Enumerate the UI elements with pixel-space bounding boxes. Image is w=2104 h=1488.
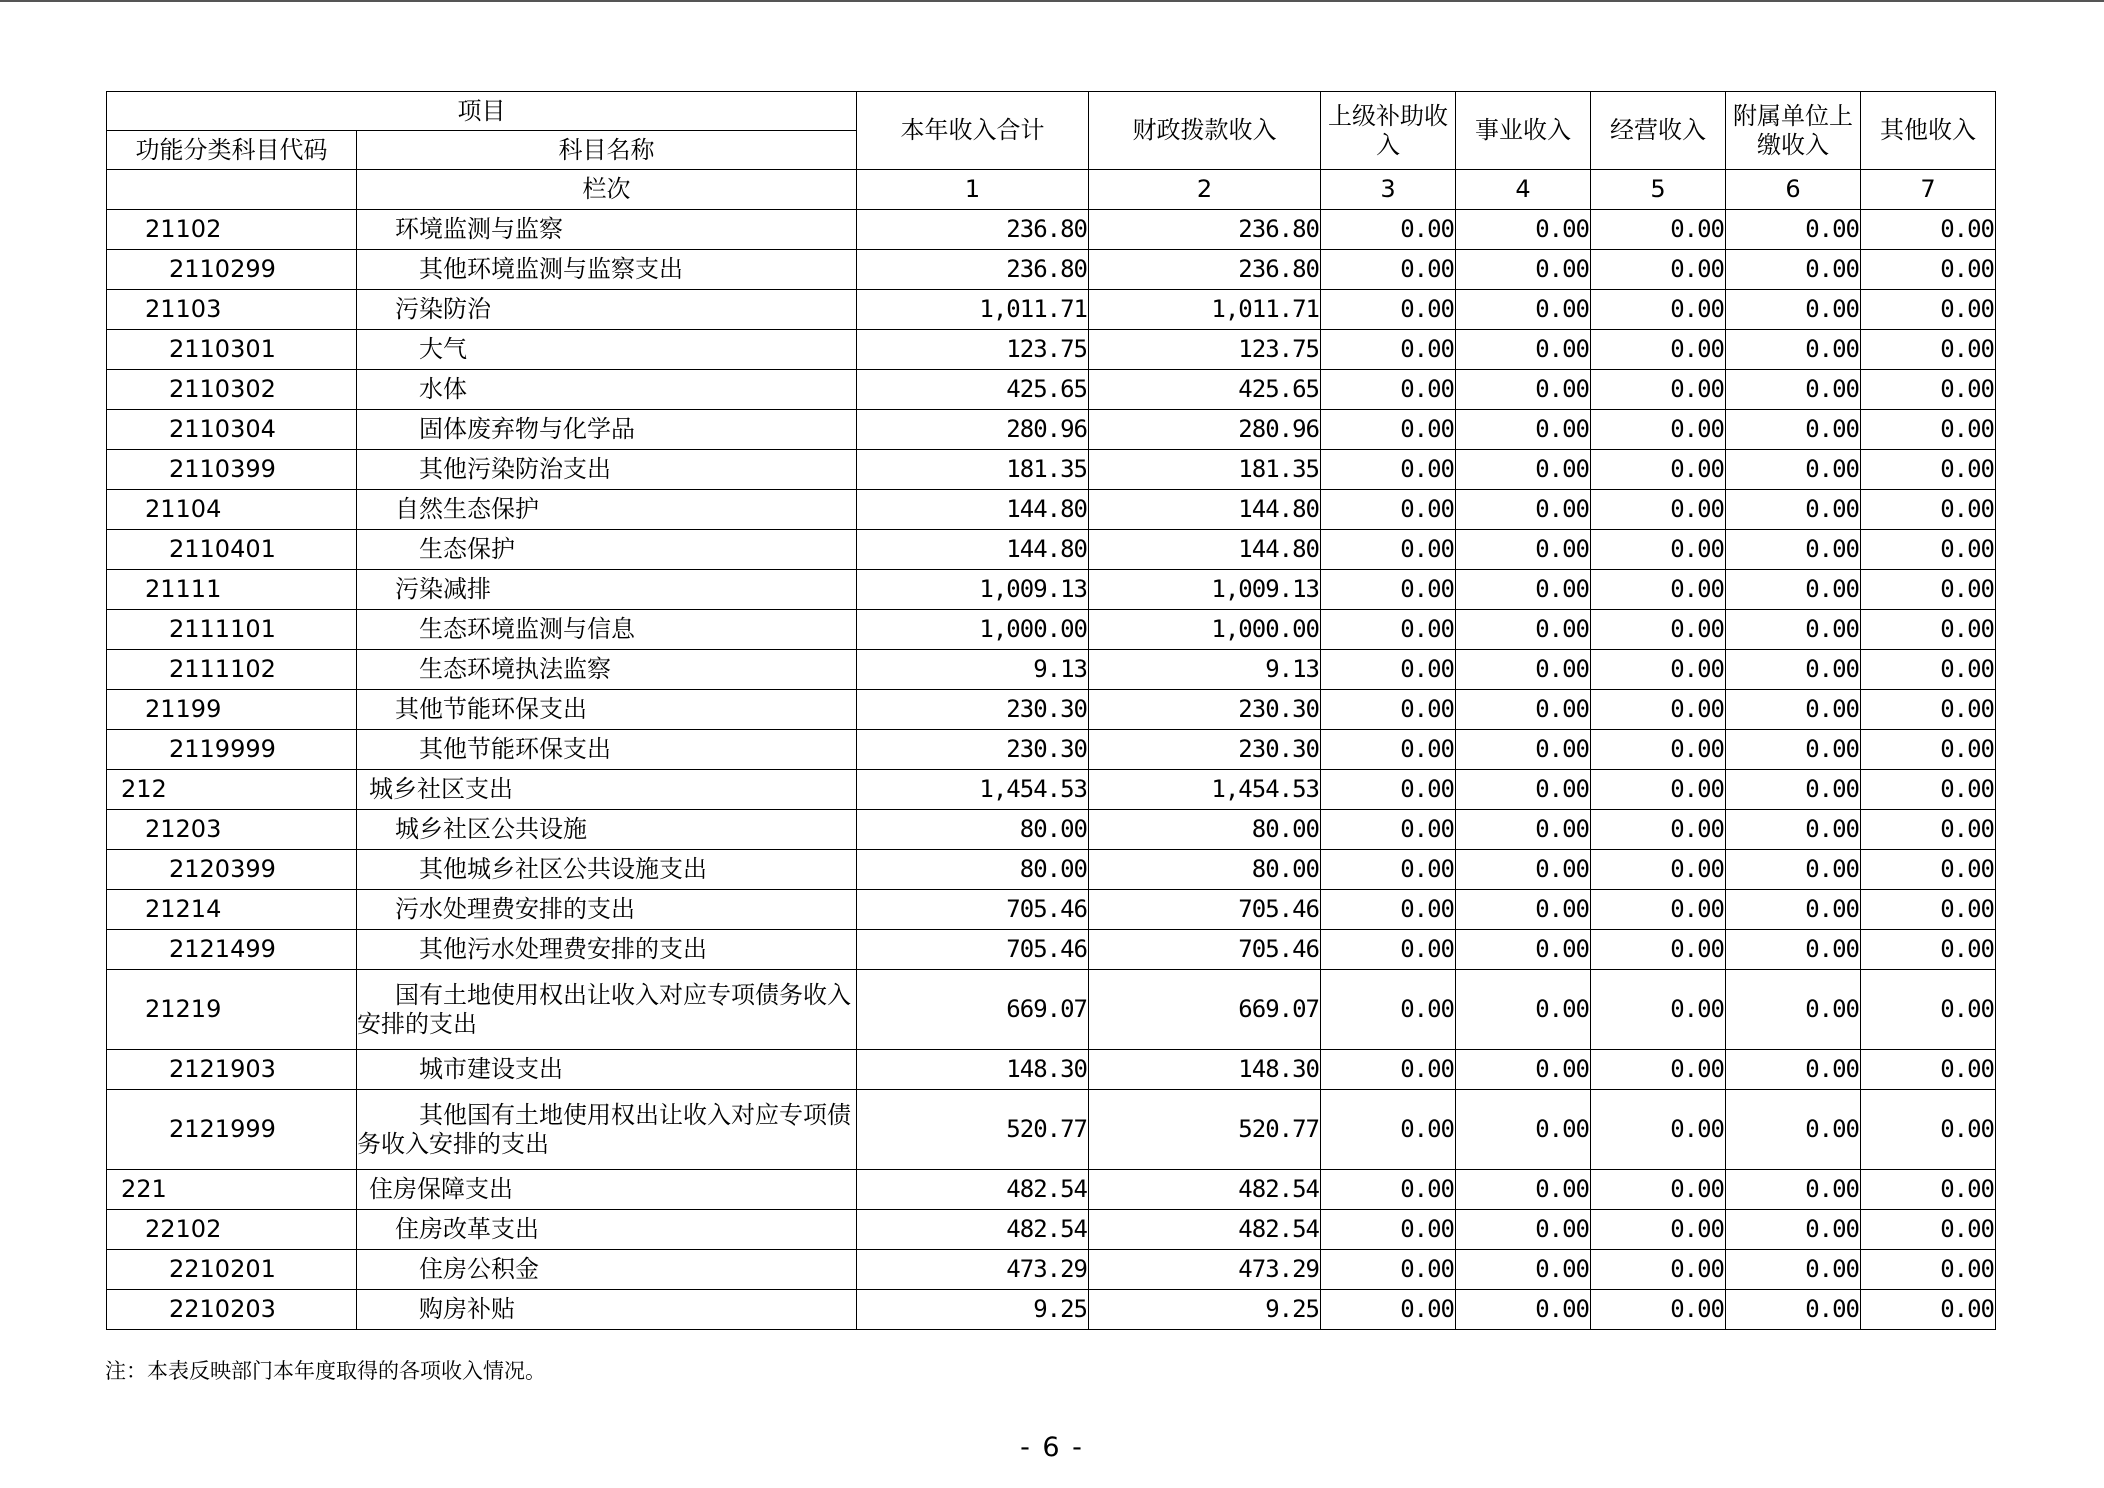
row-value-col-1: 425.65 <box>857 370 1089 410</box>
row-value-col-3: 0.00 <box>1321 1290 1456 1330</box>
row-name: 其他节能环保支出 <box>357 730 857 770</box>
row-value-col-6: 0.00 <box>1726 330 1861 370</box>
row-value-col-2: 148.30 <box>1089 1050 1321 1090</box>
row-value-col-4: 0.00 <box>1456 730 1591 770</box>
header-col-index-label: 栏次 <box>357 170 857 210</box>
table-row <box>107 210 1996 250</box>
row-value-col-4: 0.00 <box>1456 410 1591 450</box>
row-value-col-1: 144.80 <box>857 530 1089 570</box>
table-row <box>107 1170 1996 1210</box>
row-value-col-5: 0.00 <box>1591 610 1726 650</box>
row-code: 21102 <box>107 210 357 250</box>
row-value-col-5: 0.00 <box>1591 1050 1726 1090</box>
row-value-col-5: 0.00 <box>1591 570 1726 610</box>
row-value-col-2: 123.75 <box>1089 330 1321 370</box>
row-value-col-7: 0.00 <box>1861 690 1996 730</box>
page-number: - 6 - <box>1020 1432 1084 1463</box>
row-name: 城乡社区支出 <box>357 770 857 810</box>
row-code: 22102 <box>107 1210 357 1250</box>
row-value-col-6: 0.00 <box>1726 890 1861 930</box>
row-value-col-3: 0.00 <box>1321 410 1456 450</box>
table-row <box>107 850 1996 890</box>
header-name: 科目名称 <box>357 131 857 170</box>
row-value-col-5: 0.00 <box>1591 930 1726 970</box>
row-name: 住房保障支出 <box>357 1170 857 1210</box>
row-value-col-3: 0.00 <box>1321 1250 1456 1290</box>
row-value-col-2: 669.07 <box>1089 970 1321 1050</box>
row-value-col-7: 0.00 <box>1861 290 1996 330</box>
row-value-col-3: 0.00 <box>1321 970 1456 1050</box>
row-name: 环境监测与监察 <box>357 210 857 250</box>
row-value-col-7: 0.00 <box>1861 450 1996 490</box>
row-value-col-1: 482.54 <box>857 1210 1089 1250</box>
col-number-1: 1 <box>857 170 1089 210</box>
row-value-col-1: 1,000.00 <box>857 610 1089 650</box>
table-row <box>107 1290 1996 1330</box>
row-name: 住房公积金 <box>357 1250 857 1290</box>
row-value-col-3: 0.00 <box>1321 730 1456 770</box>
row-value-col-2: 482.54 <box>1089 1210 1321 1250</box>
row-value-col-7: 0.00 <box>1861 730 1996 770</box>
row-value-col-4: 0.00 <box>1456 290 1591 330</box>
row-value-col-1: 1,011.71 <box>857 290 1089 330</box>
row-value-col-7: 0.00 <box>1861 210 1996 250</box>
row-value-col-5: 0.00 <box>1591 690 1726 730</box>
row-value-col-4: 0.00 <box>1456 1090 1591 1170</box>
col-number-2: 2 <box>1089 170 1321 210</box>
table-row <box>107 450 1996 490</box>
row-value-col-2: 181.35 <box>1089 450 1321 490</box>
row-value-col-4: 0.00 <box>1456 210 1591 250</box>
row-value-col-7: 0.00 <box>1861 850 1996 890</box>
row-value-col-6: 0.00 <box>1726 810 1861 850</box>
row-value-col-3: 0.00 <box>1321 370 1456 410</box>
row-value-col-3: 0.00 <box>1321 1050 1456 1090</box>
row-value-col-2: 80.00 <box>1089 810 1321 850</box>
row-value-col-6: 0.00 <box>1726 850 1861 890</box>
row-name: 污水处理费安排的支出 <box>357 890 857 930</box>
row-code: 2121999 <box>107 1090 357 1170</box>
col-number-4: 4 <box>1456 170 1591 210</box>
row-value-col-5: 0.00 <box>1591 450 1726 490</box>
row-name: 自然生态保护 <box>357 490 857 530</box>
header-row-3 <box>107 170 1996 210</box>
row-value-col-5: 0.00 <box>1591 1170 1726 1210</box>
row-value-col-5: 0.00 <box>1591 210 1726 250</box>
row-value-col-3: 0.00 <box>1321 650 1456 690</box>
row-code: 2111101 <box>107 610 357 650</box>
row-value-col-2: 425.65 <box>1089 370 1321 410</box>
row-code: 221 <box>107 1170 357 1210</box>
row-value-col-2: 230.30 <box>1089 730 1321 770</box>
row-code: 21111 <box>107 570 357 610</box>
row-value-col-4: 0.00 <box>1456 930 1591 970</box>
row-value-col-4: 0.00 <box>1456 1050 1591 1090</box>
row-value-col-6: 0.00 <box>1726 210 1861 250</box>
row-code: 2210203 <box>107 1290 357 1330</box>
table-row <box>107 530 1996 570</box>
table-row <box>107 1050 1996 1090</box>
row-name: 其他城乡社区公共设施支出 <box>357 850 857 890</box>
row-value-col-5: 0.00 <box>1591 1250 1726 1290</box>
row-value-col-2: 144.80 <box>1089 530 1321 570</box>
row-value-col-2: 9.13 <box>1089 650 1321 690</box>
row-code: 2110299 <box>107 250 357 290</box>
row-value-col-7: 0.00 <box>1861 970 1996 1050</box>
row-value-col-1: 1,454.53 <box>857 770 1089 810</box>
row-value-col-4: 0.00 <box>1456 450 1591 490</box>
col-number-5: 5 <box>1591 170 1726 210</box>
row-value-col-1: 520.77 <box>857 1090 1089 1170</box>
row-name: 国有土地使用权出让收入对应专项债务收入安排的支出 <box>357 970 857 1050</box>
header-item: 项目 <box>107 92 857 131</box>
row-value-col-7: 0.00 <box>1861 570 1996 610</box>
row-value-col-5: 0.00 <box>1591 810 1726 850</box>
row-value-col-5: 0.00 <box>1591 1210 1726 1250</box>
row-name: 城市建设支出 <box>357 1050 857 1090</box>
row-code: 2110302 <box>107 370 357 410</box>
row-value-col-1: 144.80 <box>857 490 1089 530</box>
row-value-col-2: 473.29 <box>1089 1250 1321 1290</box>
row-value-col-7: 0.00 <box>1861 370 1996 410</box>
row-value-col-3: 0.00 <box>1321 530 1456 570</box>
row-value-col-4: 0.00 <box>1456 1250 1591 1290</box>
row-value-col-3: 0.00 <box>1321 290 1456 330</box>
row-value-col-5: 0.00 <box>1591 490 1726 530</box>
row-value-col-1: 280.96 <box>857 410 1089 450</box>
row-value-col-2: 1,000.00 <box>1089 610 1321 650</box>
row-value-col-2: 1,011.71 <box>1089 290 1321 330</box>
row-value-col-3: 0.00 <box>1321 850 1456 890</box>
row-name: 生态保护 <box>357 530 857 570</box>
row-value-col-1: 705.46 <box>857 930 1089 970</box>
row-value-col-4: 0.00 <box>1456 850 1591 890</box>
row-value-col-5: 0.00 <box>1591 1090 1726 1170</box>
table-row <box>107 330 1996 370</box>
row-value-col-7: 0.00 <box>1861 1290 1996 1330</box>
row-value-col-7: 0.00 <box>1861 250 1996 290</box>
row-value-col-5: 0.00 <box>1591 970 1726 1050</box>
row-code: 212 <box>107 770 357 810</box>
row-value-col-3: 0.00 <box>1321 1090 1456 1170</box>
row-value-col-6: 0.00 <box>1726 970 1861 1050</box>
row-value-col-6: 0.00 <box>1726 770 1861 810</box>
row-value-col-4: 0.00 <box>1456 810 1591 850</box>
row-value-col-6: 0.00 <box>1726 1050 1861 1090</box>
table-row <box>107 810 1996 850</box>
row-value-col-6: 0.00 <box>1726 570 1861 610</box>
row-value-col-1: 80.00 <box>857 850 1089 890</box>
row-name: 其他污染防治支出 <box>357 450 857 490</box>
row-value-col-3: 0.00 <box>1321 610 1456 650</box>
table-row <box>107 770 1996 810</box>
row-code: 2119999 <box>107 730 357 770</box>
row-code: 21104 <box>107 490 357 530</box>
table-row <box>107 890 1996 930</box>
row-value-col-5: 0.00 <box>1591 330 1726 370</box>
row-value-col-7: 0.00 <box>1861 930 1996 970</box>
row-value-col-5: 0.00 <box>1591 250 1726 290</box>
row-name: 固体废弃物与化学品 <box>357 410 857 450</box>
row-value-col-1: 181.35 <box>857 450 1089 490</box>
row-value-col-1: 236.80 <box>857 250 1089 290</box>
row-value-col-1: 9.25 <box>857 1290 1089 1330</box>
row-value-col-6: 0.00 <box>1726 930 1861 970</box>
row-value-col-1: 230.30 <box>857 690 1089 730</box>
table-row <box>107 1250 1996 1290</box>
row-value-col-1: 123.75 <box>857 330 1089 370</box>
table-row <box>107 970 1996 1050</box>
row-value-col-3: 0.00 <box>1321 890 1456 930</box>
row-code: 21103 <box>107 290 357 330</box>
row-value-col-7: 0.00 <box>1861 530 1996 570</box>
row-name: 大气 <box>357 330 857 370</box>
row-value-col-6: 0.00 <box>1726 1170 1861 1210</box>
row-code: 21199 <box>107 690 357 730</box>
row-value-col-3: 0.00 <box>1321 330 1456 370</box>
row-code: 2111102 <box>107 650 357 690</box>
row-name: 生态环境执法监察 <box>357 650 857 690</box>
col-number-3: 3 <box>1321 170 1456 210</box>
row-value-col-1: 236.80 <box>857 210 1089 250</box>
table-row <box>107 410 1996 450</box>
row-value-col-7: 0.00 <box>1861 330 1996 370</box>
row-value-col-3: 0.00 <box>1321 1210 1456 1250</box>
row-value-col-6: 0.00 <box>1726 490 1861 530</box>
row-value-col-3: 0.00 <box>1321 490 1456 530</box>
row-code: 2121903 <box>107 1050 357 1090</box>
row-value-col-7: 0.00 <box>1861 410 1996 450</box>
row-value-col-7: 0.00 <box>1861 490 1996 530</box>
row-code: 2110304 <box>107 410 357 450</box>
row-code: 2120399 <box>107 850 357 890</box>
row-value-col-3: 0.00 <box>1321 1170 1456 1210</box>
row-value-col-1: 230.30 <box>857 730 1089 770</box>
row-value-col-3: 0.00 <box>1321 930 1456 970</box>
row-value-col-7: 0.00 <box>1861 770 1996 810</box>
income-table <box>106 91 1996 1330</box>
row-value-col-4: 0.00 <box>1456 490 1591 530</box>
row-value-col-7: 0.00 <box>1861 610 1996 650</box>
row-value-col-3: 0.00 <box>1321 570 1456 610</box>
header-col-1: 本年收入合计 <box>857 92 1089 170</box>
row-value-col-4: 0.00 <box>1456 970 1591 1050</box>
table-row <box>107 1210 1996 1250</box>
row-value-col-7: 0.00 <box>1861 1210 1996 1250</box>
row-value-col-4: 0.00 <box>1456 250 1591 290</box>
row-value-col-2: 482.54 <box>1089 1170 1321 1210</box>
row-value-col-6: 0.00 <box>1726 730 1861 770</box>
row-name: 其他污水处理费安排的支出 <box>357 930 857 970</box>
row-value-col-4: 0.00 <box>1456 690 1591 730</box>
row-value-col-6: 0.00 <box>1726 1250 1861 1290</box>
row-name: 其他节能环保支出 <box>357 690 857 730</box>
row-value-col-6: 0.00 <box>1726 610 1861 650</box>
row-value-col-2: 236.80 <box>1089 210 1321 250</box>
row-value-col-2: 520.77 <box>1089 1090 1321 1170</box>
row-value-col-2: 9.25 <box>1089 1290 1321 1330</box>
row-value-col-4: 0.00 <box>1456 530 1591 570</box>
row-value-col-6: 0.00 <box>1726 690 1861 730</box>
row-value-col-5: 0.00 <box>1591 410 1726 450</box>
row-name: 住房改革支出 <box>357 1210 857 1250</box>
header-col-6: 附属单位上缴收入 <box>1726 92 1861 170</box>
row-value-col-4: 0.00 <box>1456 890 1591 930</box>
row-value-col-1: 80.00 <box>857 810 1089 850</box>
row-value-col-3: 0.00 <box>1321 450 1456 490</box>
top-border-line <box>0 0 2104 2</box>
row-value-col-2: 230.30 <box>1089 690 1321 730</box>
row-value-col-1: 669.07 <box>857 970 1089 1050</box>
row-value-col-5: 0.00 <box>1591 290 1726 330</box>
row-value-col-2: 80.00 <box>1089 850 1321 890</box>
row-code: 21214 <box>107 890 357 930</box>
row-value-col-7: 0.00 <box>1861 810 1996 850</box>
table-note: 注：本表反映部门本年度取得的各项收入情况。 <box>105 1359 546 1383</box>
row-value-col-4: 0.00 <box>1456 650 1591 690</box>
row-value-col-2: 705.46 <box>1089 930 1321 970</box>
header-blank-cell <box>107 170 357 210</box>
row-value-col-1: 482.54 <box>857 1170 1089 1210</box>
table-row <box>107 370 1996 410</box>
row-value-col-4: 0.00 <box>1456 1170 1591 1210</box>
row-value-col-5: 0.00 <box>1591 730 1726 770</box>
table-row <box>107 290 1996 330</box>
row-value-col-3: 0.00 <box>1321 770 1456 810</box>
table-row <box>107 730 1996 770</box>
row-name: 城乡社区公共设施 <box>357 810 857 850</box>
header-col-2: 财政拨款收入 <box>1089 92 1321 170</box>
row-value-col-2: 236.80 <box>1089 250 1321 290</box>
row-value-col-6: 0.00 <box>1726 450 1861 490</box>
row-value-col-1: 705.46 <box>857 890 1089 930</box>
row-value-col-3: 0.00 <box>1321 810 1456 850</box>
table-row <box>107 490 1996 530</box>
row-name: 污染减排 <box>357 570 857 610</box>
row-value-col-1: 9.13 <box>857 650 1089 690</box>
row-code: 21203 <box>107 810 357 850</box>
row-value-col-3: 0.00 <box>1321 250 1456 290</box>
table-body <box>107 210 1996 1330</box>
row-value-col-7: 0.00 <box>1861 1250 1996 1290</box>
table-row <box>107 930 1996 970</box>
row-value-col-6: 0.00 <box>1726 410 1861 450</box>
header-row-1 <box>107 92 1996 131</box>
header-col-7: 其他收入 <box>1861 92 1996 170</box>
row-value-col-5: 0.00 <box>1591 850 1726 890</box>
table-row <box>107 690 1996 730</box>
row-code: 2121499 <box>107 930 357 970</box>
row-value-col-4: 0.00 <box>1456 1210 1591 1250</box>
row-code: 2210201 <box>107 1250 357 1290</box>
row-value-col-3: 0.00 <box>1321 690 1456 730</box>
row-value-col-5: 0.00 <box>1591 1290 1726 1330</box>
row-name: 其他环境监测与监察支出 <box>357 250 857 290</box>
row-value-col-5: 0.00 <box>1591 370 1726 410</box>
row-value-col-1: 148.30 <box>857 1050 1089 1090</box>
table-row <box>107 610 1996 650</box>
row-value-col-6: 0.00 <box>1726 1210 1861 1250</box>
row-value-col-4: 0.00 <box>1456 330 1591 370</box>
row-name: 生态环境监测与信息 <box>357 610 857 650</box>
header-col-5: 经营收入 <box>1591 92 1726 170</box>
row-value-col-4: 0.00 <box>1456 570 1591 610</box>
row-value-col-2: 1,009.13 <box>1089 570 1321 610</box>
row-value-col-6: 0.00 <box>1726 290 1861 330</box>
row-value-col-6: 0.00 <box>1726 370 1861 410</box>
table-row <box>107 650 1996 690</box>
col-number-7: 7 <box>1861 170 1996 210</box>
row-value-col-2: 1,454.53 <box>1089 770 1321 810</box>
row-value-col-2: 144.80 <box>1089 490 1321 530</box>
row-value-col-4: 0.00 <box>1456 1290 1591 1330</box>
row-code: 21219 <box>107 970 357 1050</box>
table-row <box>107 250 1996 290</box>
row-value-col-3: 0.00 <box>1321 210 1456 250</box>
row-code: 2110399 <box>107 450 357 490</box>
row-code: 2110301 <box>107 330 357 370</box>
row-value-col-4: 0.00 <box>1456 770 1591 810</box>
row-name: 污染防治 <box>357 290 857 330</box>
row-value-col-7: 0.00 <box>1861 1090 1996 1170</box>
row-value-col-2: 280.96 <box>1089 410 1321 450</box>
row-value-col-6: 0.00 <box>1726 530 1861 570</box>
row-value-col-5: 0.00 <box>1591 530 1726 570</box>
row-name: 购房补贴 <box>357 1290 857 1330</box>
row-value-col-7: 0.00 <box>1861 1050 1996 1090</box>
header-col-3: 上级补助收入 <box>1321 92 1456 170</box>
row-name: 水体 <box>357 370 857 410</box>
row-value-col-7: 0.00 <box>1861 1170 1996 1210</box>
table-row <box>107 1090 1996 1170</box>
row-value-col-4: 0.00 <box>1456 610 1591 650</box>
row-value-col-6: 0.00 <box>1726 1290 1861 1330</box>
row-value-col-7: 0.00 <box>1861 650 1996 690</box>
row-code: 2110401 <box>107 530 357 570</box>
row-value-col-1: 473.29 <box>857 1250 1089 1290</box>
row-value-col-4: 0.00 <box>1456 370 1591 410</box>
row-value-col-7: 0.00 <box>1861 890 1996 930</box>
row-value-col-5: 0.00 <box>1591 770 1726 810</box>
row-value-col-2: 705.46 <box>1089 890 1321 930</box>
row-value-col-6: 0.00 <box>1726 1090 1861 1170</box>
row-value-col-5: 0.00 <box>1591 890 1726 930</box>
header-code: 功能分类科目代码 <box>107 131 357 170</box>
header-col-4: 事业收入 <box>1456 92 1591 170</box>
col-number-6: 6 <box>1726 170 1861 210</box>
row-value-col-6: 0.00 <box>1726 650 1861 690</box>
row-value-col-5: 0.00 <box>1591 650 1726 690</box>
row-value-col-1: 1,009.13 <box>857 570 1089 610</box>
row-name: 其他国有土地使用权出让收入对应专项债务收入安排的支出 <box>357 1090 857 1170</box>
row-value-col-6: 0.00 <box>1726 250 1861 290</box>
table-row <box>107 570 1996 610</box>
